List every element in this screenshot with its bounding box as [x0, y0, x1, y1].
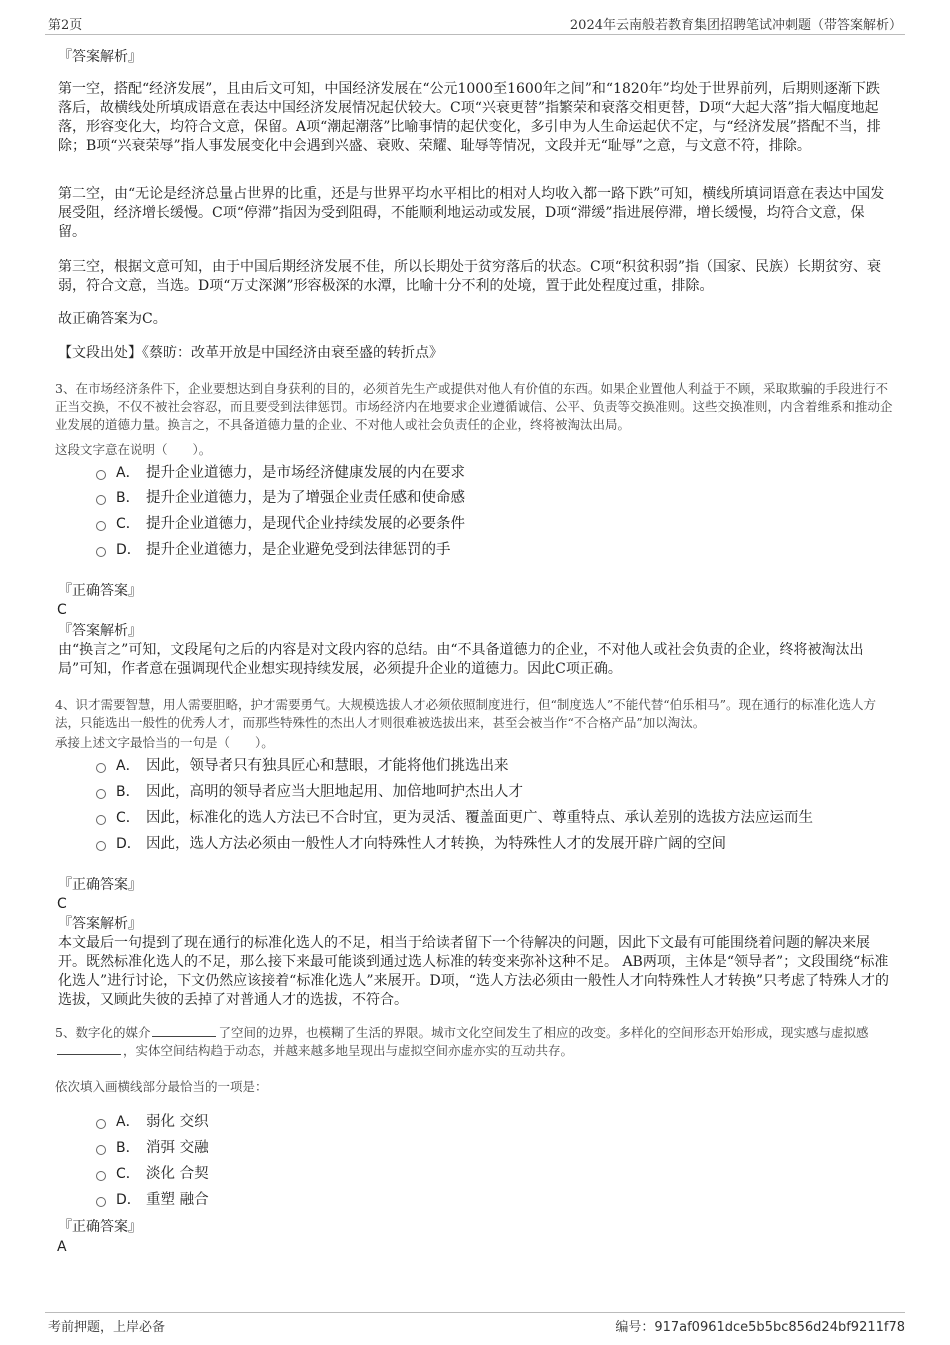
option-text: 消弭 交融 [146, 1140, 209, 1156]
document-code-value: 917af0961dce5b5bc856d24bf9211f78 [654, 1320, 905, 1335]
radio-icon[interactable] [96, 841, 106, 851]
question-5-option-a[interactable] [96, 1112, 209, 1132]
option-text: 淡化 合契 [146, 1166, 209, 1182]
question-4-prompt: 承接上述文字最恰当的一句是（ ）。 [55, 735, 274, 750]
analysis-paragraph-1: 第一空，搭配“经济发展”，且由后文可知，中国经济发展在“公元1000至1600年之间”和“1820年”均处于世界前列，后期则逐渐下跌落后，故横线处所填成语意在表达中国经济发展情况起伏较大。C项“兴衰更替”指繁荣和衰落交相更替，D项“大起大落”指大幅度地起落，形容变化大，均符合文意，保留。A项“潮起潮落”比喻事情的起伏变化，多引申为人生命运起伏不定，与“经济发展”搭配不当，排除；B项“兴衰荣辱”指人事发展变化中会遇到兴盛、衰败、荣耀、耻辱等情况，文段并无“耻辱”之意，与文意不符，排除。 [58, 81, 881, 154]
question-3-answer-label: 『正确答案』 [58, 583, 142, 599]
option-text: 因此，选人方法必须由一般性人才向特殊性人才转换，为特殊性人才的发展开辟广阔的空间 [146, 836, 726, 852]
question-5-stem-part-2: 了空间的边界，也模糊了生活的界限。城市文化空间发生了相应的改变。多样化的空间形态开始形成，现实感与虚拟感 [218, 1025, 869, 1040]
option-letter: B． [116, 784, 140, 800]
document-code-label: 编号： [615, 1320, 655, 1335]
option-text: 因此，领导者只有独具匠心和慧眼，才能将他们挑选出来 [146, 758, 509, 774]
question-5-stem-part-1: 5、数字化的媒介 [55, 1025, 151, 1040]
radio-icon[interactable] [96, 521, 106, 531]
option-text: 提升企业道德力，是为了增强企业责任感和使命感 [146, 490, 465, 506]
question-3-option-d[interactable] [96, 540, 451, 560]
option-letter: D． [116, 836, 141, 852]
fill-blank-2[interactable] [57, 1042, 121, 1055]
question-5-option-c[interactable] [96, 1164, 209, 1184]
option-letter: D． [116, 1192, 141, 1208]
document-title: 2024年云南般若教育集团招聘笔试冲刺题（带答案解析） [569, 18, 902, 33]
question-3-stem: 3、在市场经济条件下，企业要想达到自身获利的目的，必须首先生产或提供对他人有价值的东西。如果企业置他人利益于不顾，采取欺骗的手段进行不正当交换，不仅不被社会容忍，而且要受到法律惩罚。市场经济内在地要求企业遵循诚信、公平、负责等交换准则。这些交换准则，内含着维系和推动企业发展的道德力量。换言之，不具备道德力量的企业、不对他人或社会负责任的企业，终将被淘汰出局。 [55, 381, 893, 432]
option-letter: C． [116, 1166, 140, 1182]
analysis-paragraph-3: 第三空，根据文意可知，由于中国后期经济发展不佳，所以长期处于贫穷落后的状态。C项“积贫积弱”指（国家、民族）长期贫穷、衰弱，符合文意，当选。D项“万丈深渊”形容极深的水潭，比喻十分不利的处境，置于此处程度过重，排除。 [58, 259, 882, 294]
option-letter: C． [116, 810, 140, 826]
document-code [615, 1316, 905, 1335]
question-4-option-c[interactable] [96, 808, 813, 828]
option-letter: A． [116, 465, 140, 481]
question-3-analysis: 由“换言之”可知，文段尾句之后的内容是对文段内容的总结。由“不具备道德力的企业，不对他人或社会负责的企业，终将被淘汰出局”可知，作者意在强调现代企业想实现持续发展，必须提升企业的道德力。因此C项正确。 [58, 642, 864, 677]
radio-icon[interactable] [96, 470, 106, 480]
page-number: 第2页 [48, 18, 83, 33]
option-text: 提升企业道德力，是企业避免受到法律惩罚的手 [146, 542, 451, 558]
question-5-option-b[interactable] [96, 1138, 209, 1158]
question-4-answer: C [57, 896, 67, 912]
question-3-answer: C [57, 602, 67, 618]
radio-icon[interactable] [96, 763, 106, 773]
source-citation: 【文段出处】《蔡昉：改革开放是中国经济由衰至盛的转折点》 [58, 345, 443, 361]
radio-icon[interactable] [96, 1119, 106, 1129]
radio-icon[interactable] [96, 815, 106, 825]
radio-icon[interactable] [96, 495, 106, 505]
question-5-stem [55, 1024, 895, 1060]
analysis-label: 『答案解析』 [58, 49, 142, 65]
question-4-answer-label: 『正确答案』 [58, 877, 142, 893]
radio-icon[interactable] [96, 1171, 106, 1181]
footer-slogan: 考前押题，上岸必备 [48, 1320, 166, 1335]
option-text: 提升企业道德力，是现代企业持续发展的必要条件 [146, 516, 465, 532]
radio-icon[interactable] [96, 547, 106, 557]
question-3-option-c[interactable] [96, 514, 465, 534]
radio-icon[interactable] [96, 1197, 106, 1207]
question-3-prompt: 这段文字意在说明（ ）。 [55, 442, 212, 457]
option-letter: A． [116, 758, 140, 774]
option-text: 弱化 交织 [146, 1114, 209, 1130]
question-3-option-b[interactable] [96, 488, 465, 508]
option-letter: D． [116, 542, 141, 558]
header-divider [45, 34, 905, 35]
option-text: 因此，标准化的选人方法已不合时宜，更为灵活、覆盖面更广、尊重特点、承认差别的选拔方法应运而生 [146, 810, 813, 826]
question-4-option-a[interactable] [96, 756, 509, 776]
fill-blank-1[interactable] [152, 1024, 216, 1037]
option-letter: B． [116, 490, 140, 506]
option-letter: B． [116, 1140, 140, 1156]
question-5-answer-label: 『正确答案』 [58, 1219, 142, 1235]
question-4-option-b[interactable] [96, 782, 523, 802]
question-4-option-d[interactable] [96, 834, 726, 854]
question-5-prompt: 依次填入画横线部分最恰当的一项是： [55, 1079, 268, 1094]
option-text: 提升企业道德力，是市场经济健康发展的内在要求 [146, 465, 465, 481]
footer-divider [45, 1312, 905, 1313]
analysis-paragraph-2: 第二空，由“无论是经济总量占世界的比重，还是与世界平均水平相比的相对人均收入都一路下跌”可知，横线所填词语意在表达中国发展受阻，经济增长缓慢。C项“停滞”指因为受到阻碍，不能顺利地运动或发展，D项“滞缓”指进展停滞，增长缓慢，均符合文意，保留。 [58, 186, 885, 240]
option-letter: C． [116, 516, 140, 532]
question-5-stem-part-3: ，实体空间结构趋于动态，并越来越多地呈现出与虚拟空间亦虚亦实的互动共存。 [123, 1043, 574, 1058]
question-4-stem: 4、识才需要智慧，用人需要胆略，护才需要勇气。大规模选拔人才必须依照制度进行，但“制度选人”不能代替“伯乐相马”。现在通行的标准化选人方法，只能选出一般性的优秀人才，而那些特殊性的杰出人才则很难被选拔出来，甚至会被当作“不合格产品”加以淘汰。 [55, 697, 877, 730]
question-3-analysis-label: 『答案解析』 [58, 623, 142, 639]
question-3-option-a[interactable] [96, 463, 465, 483]
question-5-answer: A [57, 1239, 67, 1255]
final-answer-statement: 故正确答案为C。 [58, 311, 167, 327]
question-4-analysis: 本文最后一句提到了现在通行的标准化选人的不足，相当于给读者留下一个待解决的问题，因此下文最有可能围绕着问题的解决来展开。既然标准化选人的不足，那么接下来最可能谈到通过选人标准的转变来弥补这种不足。 AB两项，主体是“领导者”；文段围绕“标准化选人”进行讨论，下文仍然应该接着“标准化选人”来展开。D项，“选人方法必须由一般性人才向特殊性人才转换”只考虑了特殊人才的选拔，又顾此失彼的丢掉了对普通人才的选拔，不符合。 [58, 935, 890, 1008]
radio-icon[interactable] [96, 789, 106, 799]
option-letter: A． [116, 1114, 140, 1130]
option-text: 重塑 融合 [146, 1192, 209, 1208]
radio-icon[interactable] [96, 1145, 106, 1155]
option-text: 因此，高明的领导者应当大胆地起用、加倍地呵护杰出人才 [146, 784, 523, 800]
question-4-analysis-label: 『答案解析』 [58, 916, 142, 932]
question-5-option-d[interactable] [96, 1190, 209, 1210]
